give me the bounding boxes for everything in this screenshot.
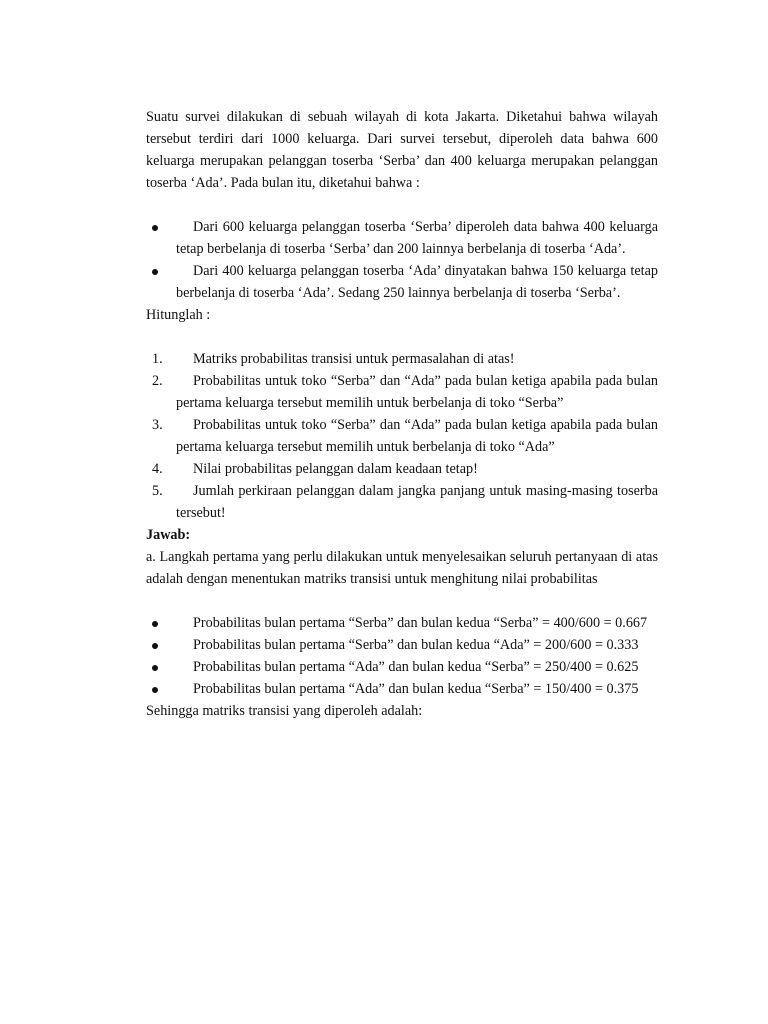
list-item-text: Nilai probabilitas pelanggan dalam keadaan tetap! bbox=[193, 461, 478, 477]
document-page bbox=[146, 106, 658, 722]
tasks-list bbox=[146, 348, 658, 524]
list-number: 5. bbox=[152, 483, 163, 499]
list-number: 3. bbox=[152, 417, 163, 433]
list-item-text: Jumlah perkiraan pelanggan dalam jangka panjang untuk masing-masing toserba tersebut! bbox=[176, 483, 658, 521]
list-number: 4. bbox=[152, 461, 163, 477]
list-item bbox=[146, 216, 658, 260]
list-number: 1. bbox=[152, 351, 163, 367]
facts-list bbox=[146, 216, 658, 304]
list-item bbox=[146, 612, 658, 634]
probabilities-list bbox=[146, 612, 658, 700]
list-item bbox=[146, 656, 658, 678]
list-item bbox=[146, 370, 658, 414]
spacer bbox=[146, 194, 658, 216]
list-item-text: Matriks probabilitas transisi untuk permasalahan di atas! bbox=[193, 351, 515, 367]
list-item-text: Probabilitas bulan pertama “Ada” dan bulan kedua “Serba” = 250/400 = 0.625 bbox=[193, 659, 639, 675]
list-item bbox=[146, 634, 658, 656]
list-item bbox=[146, 260, 658, 304]
list-item-text: Probabilitas untuk toko “Serba” dan “Ada” pada bulan ketiga apabila pada bulan pertama keluarga tersebut memilih untuk berbelanja di toko “Ada” bbox=[176, 417, 658, 455]
list-item-text: Dari 400 keluarga pelanggan toserba ‘Ada’ dinyatakan bahwa 150 keluarga tetap berbelanja di toserba ‘Ada’. Sedang 250 lainnya berbelanja di toserba ‘Serba’. bbox=[176, 263, 658, 301]
list-item-text: Dari 600 keluarga pelanggan toserba ‘Serba’ diperoleh data bahwa 400 keluarga tetap berbelanja di toserba ‘Serba’ dan 200 lainnya berbelanja di toserba ‘Ada’. bbox=[176, 219, 658, 257]
list-number: 2. bbox=[152, 373, 163, 389]
list-item-text: Probabilitas bulan pertama “Serba” dan bulan kedua “Serba” = 400/600 = 0.667 bbox=[193, 615, 648, 631]
spacer bbox=[146, 590, 658, 612]
list-item-text: Probabilitas bulan pertama “Serba” dan bulan kedua “Ada” = 200/600 = 0.333 bbox=[193, 637, 639, 653]
list-item bbox=[146, 480, 658, 524]
answer-heading: Jawab: bbox=[146, 527, 191, 543]
list-item bbox=[146, 414, 658, 458]
answer-intro: a. Langkah pertama yang perlu dilakukan untuk menyelesaikan seluruh pertanyaan di atas adalah dengan menentukan matriks transisi untuk menghitung nilai probabilitas bbox=[146, 549, 658, 587]
intro-paragraph: Suatu survei dilakukan di sebuah wilayah di kota Jakarta. Diketahui bahwa wilayah tersebut terdiri dari 1000 keluarga. Dari survei tersebut, diperoleh data bahwa 600 keluarga merupakan pelanggan toserba ‘Serba’ dan 400 keluarga merupakan pelanggan toserba ‘Ada’. Pada bulan itu, diketahui bahwa : bbox=[146, 109, 658, 191]
list-item-text: Probabilitas untuk toko “Serba” dan “Ada” pada bulan ketiga apabila pada bulan pertama keluarga tersebut memilih untuk berbelanja di toko “Serba” bbox=[176, 373, 658, 411]
list-item-text: Probabilitas bulan pertama “Ada” dan bulan kedua “Serba” = 150/400 = 0.375 bbox=[193, 681, 639, 697]
closing-paragraph: Sehingga matriks transisi yang diperoleh adalah: bbox=[146, 703, 423, 719]
list-item bbox=[146, 458, 658, 480]
spacer bbox=[146, 326, 658, 348]
list-item bbox=[146, 678, 658, 700]
list-item bbox=[146, 348, 658, 370]
task-heading: Hitunglah : bbox=[146, 307, 211, 323]
